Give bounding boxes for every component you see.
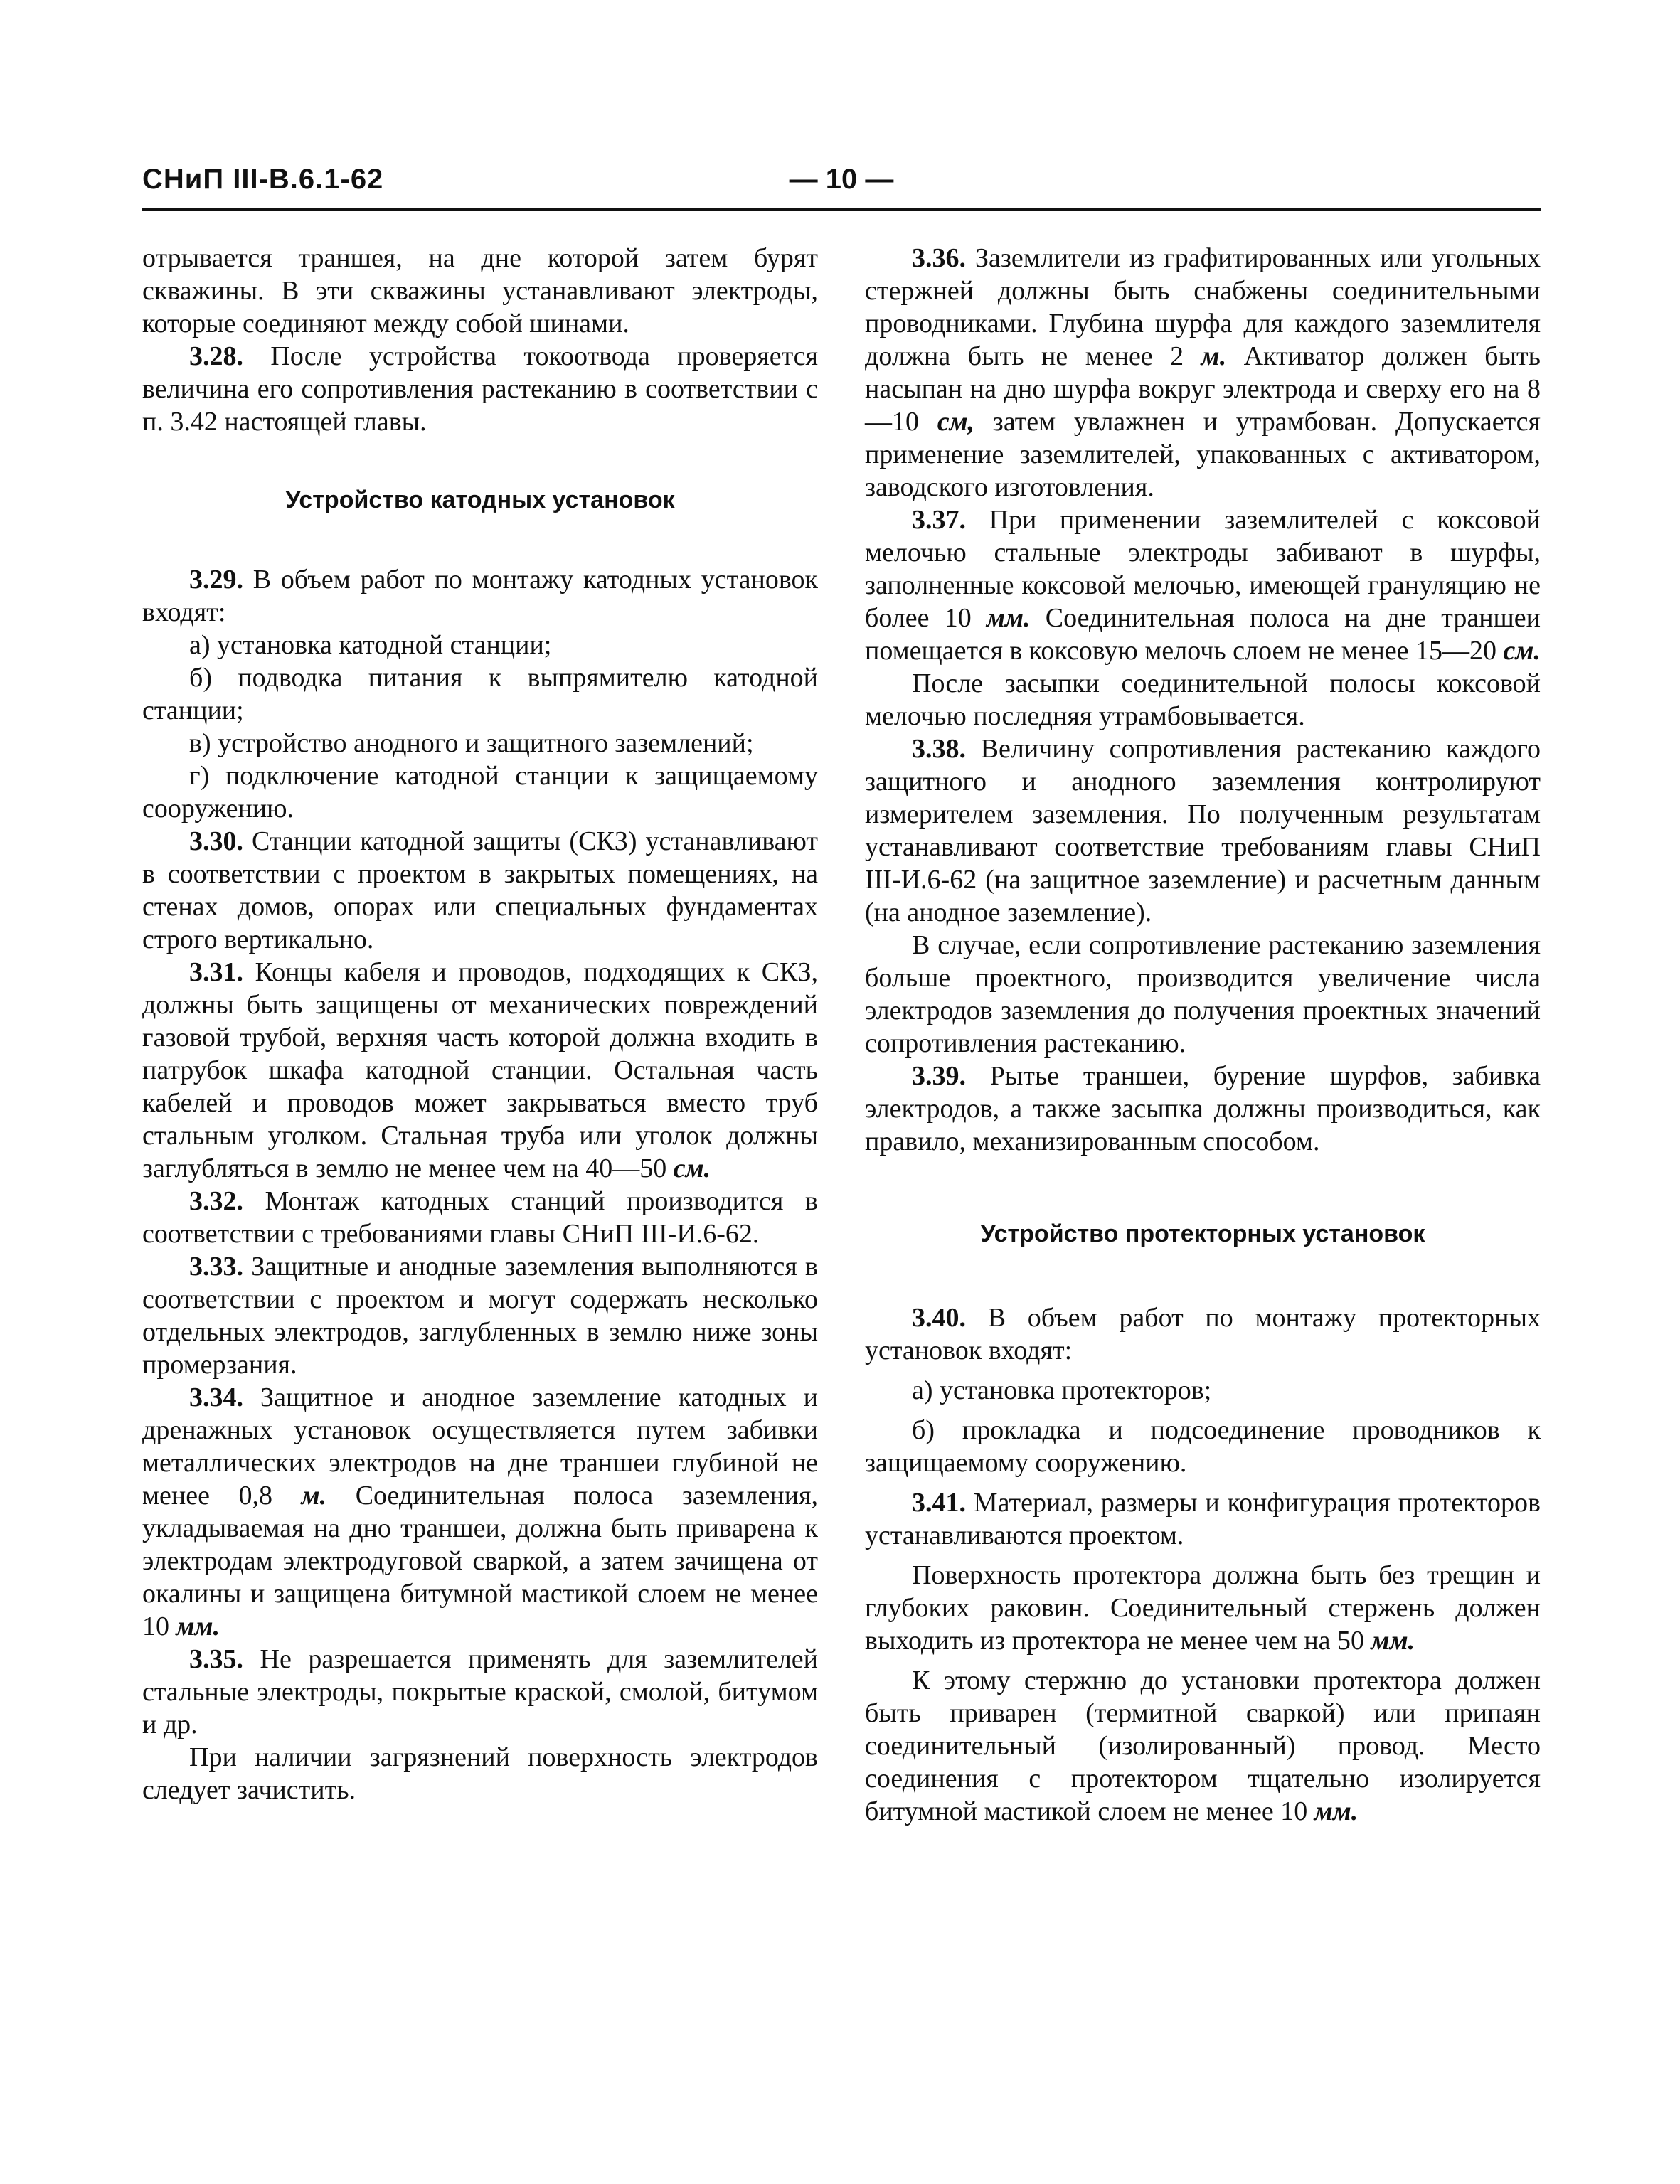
paragraph-3-41-b: Поверхность протектора должна быть без трещин и глубоких раковин. Соединительный стержень должен выходить из протектора не менее чем на 50 мм. bbox=[865, 1560, 1541, 1656]
document-code: СНиП III-В.6.1-62 bbox=[142, 164, 384, 195]
header-rule bbox=[142, 208, 1541, 211]
paragraph-3-28: 3.28. После устройства токоотвода проверяется величина его сопротивления растеканию в соответствии с п. 3.42 настоящей главы. bbox=[142, 341, 818, 437]
paragraph-3-33: 3.33. Защитные и анодные заземления выполняются в соответствии с проектом и могут содержать несколько отдельных электродов, заглубленных в землю ниже зоны промерзания. bbox=[142, 1252, 818, 1380]
list-item-v: в) устройство анодного и защитного заземлений; bbox=[189, 728, 754, 758]
paragraph-3-38-b: В случае, если сопротивление растеканию заземления больше проектного, производится увеличение числа электродов заземления до получения проектных значений сопротивления растеканию. bbox=[865, 930, 1541, 1058]
list-item-a-protector: а) установка протекторов; bbox=[912, 1375, 1212, 1405]
paragraph-3-34: 3.34. Защитное и анодное заземление катодных и дренажных установок осуществляется путем забивки металлических электродов на дне траншеи глубиной не менее 0,8 м. Соединительная полоса заземления, укладываемая на дно траншеи, должна быть приварена к электродам электродуговой сваркой, а затем зачищена от окалины и защищена битумной мастикой слоем не менее 10 мм. bbox=[142, 1383, 819, 1641]
paragraph-3-38: 3.38. Величину сопротивления растеканию каждого защитного и анодного заземления контролируют измерителем заземления. По полученным результатам устанавливают соответствие требованиям главы СНиП III-И.6-62 (на защитное заземление) и расчетным данным (на анодное заземление). bbox=[865, 734, 1541, 927]
list-item-b-protector: б) прокладка и подсоединение проводников к защищаемому сооружению. bbox=[865, 1415, 1541, 1478]
paragraph-3-35-b: При наличии загрязнений поверхность электродов следует зачистить. bbox=[142, 1742, 818, 1805]
paragraph-3-39: 3.39. Рытье траншеи, бурение шурфов, забивка электродов, а также засыпка должны производиться, как правило, механизированным способом. bbox=[865, 1061, 1541, 1156]
paragraph-3-29: 3.29. В объем работ по монтажу катодных установок входят: bbox=[142, 565, 818, 627]
paragraph-continued: отрывается траншея, на дне которой затем бурят скважины. В эти скважины устанавливают электроды, которые соединяют между собой шинами. bbox=[142, 243, 818, 339]
paragraph-3-37: 3.37. При применении заземлителей с коксовой мелочью стальные электроды забивают в шурфы, заполненные коксовой мелочью, имеющей грануляцию не более 10 мм. Соединительная полоса на дне траншеи помещается в коксовую мелочь слоем не менее 15—20 см. bbox=[865, 505, 1541, 666]
paragraph-3-32: 3.32. Монтаж катодных станций производится в соответствии с требованиями главы СНиП III-И.6-62. bbox=[142, 1186, 818, 1249]
paragraph-3-36: 3.36. Заземлители из графитированных или угольных стержней должны быть снабжены соединительными проводниками. Глубина шурфа для каждого заземлителя должна быть не менее 2 м. Активатор должен быть насыпан на дно шурфа вокруг электрода и сверху его на 8—10 см, затем увлажнен и утрамбован. Допускается применение заземлителей, упакованных с активатором, заводского изготовления. bbox=[865, 243, 1541, 502]
right-column bbox=[865, 242, 1541, 1828]
list-item-g: г) подключение катодной станции к защищаемому сооружению. bbox=[142, 761, 818, 824]
section-heading-protector: Устройство протекторных установок bbox=[980, 1220, 1425, 1247]
list-item-b: б) подводка питания к выпрямителю катодной станции; bbox=[142, 663, 818, 725]
left-column bbox=[142, 242, 818, 1806]
paragraph-3-41-c: К этому стержню до установки протектора должен быть приварен (термитной сваркой) или припаян соединительный (изолированный) провод. Место соединения с протектором тщательно изолируется битумной мастикой слоем не менее 10 мм. bbox=[865, 1666, 1541, 1826]
paragraph-3-40: 3.40. В объем работ по монтажу протекторных установок входят: bbox=[865, 1303, 1541, 1365]
paragraph-3-37-b: После засыпки соединительной полосы коксовой мелочью последняя утрамбовывается. bbox=[865, 668, 1541, 731]
paragraph-3-31: 3.31. Концы кабеля и проводов, подходящих к СКЗ, должны быть защищены от механических повреждений газовой трубой, верхняя часть которой должна входить в патрубок шкафа катодной станции. Остальная часть кабелей и проводов может закрываться вместо труб стальным уголком. Стальная труба или уголок должны заглубляться в землю не менее чем на 40—50 см. bbox=[142, 957, 818, 1183]
page-header bbox=[142, 158, 1541, 208]
section-heading-cathodic: Устройство катодных установок bbox=[285, 486, 675, 513]
paragraph-3-35: 3.35. Не разрешается применять для заземлителей стальные электроды, покрытые краской, смолой, битумом и др. bbox=[142, 1644, 818, 1740]
list-item-a: а) установка катодной станции; bbox=[189, 630, 552, 660]
paragraph-3-30: 3.30. Станции катодной защиты (СКЗ) устанавливают в соответствии с проектом в закрытых помещениях, на стенах домов, опорах или специальных фундаментах строго вертикально. bbox=[142, 826, 818, 954]
paragraph-3-41: 3.41. Материал, размеры и конфигурация протекторов устанавливаются проектом. bbox=[865, 1488, 1541, 1550]
page-number: — 10 — bbox=[789, 164, 894, 195]
